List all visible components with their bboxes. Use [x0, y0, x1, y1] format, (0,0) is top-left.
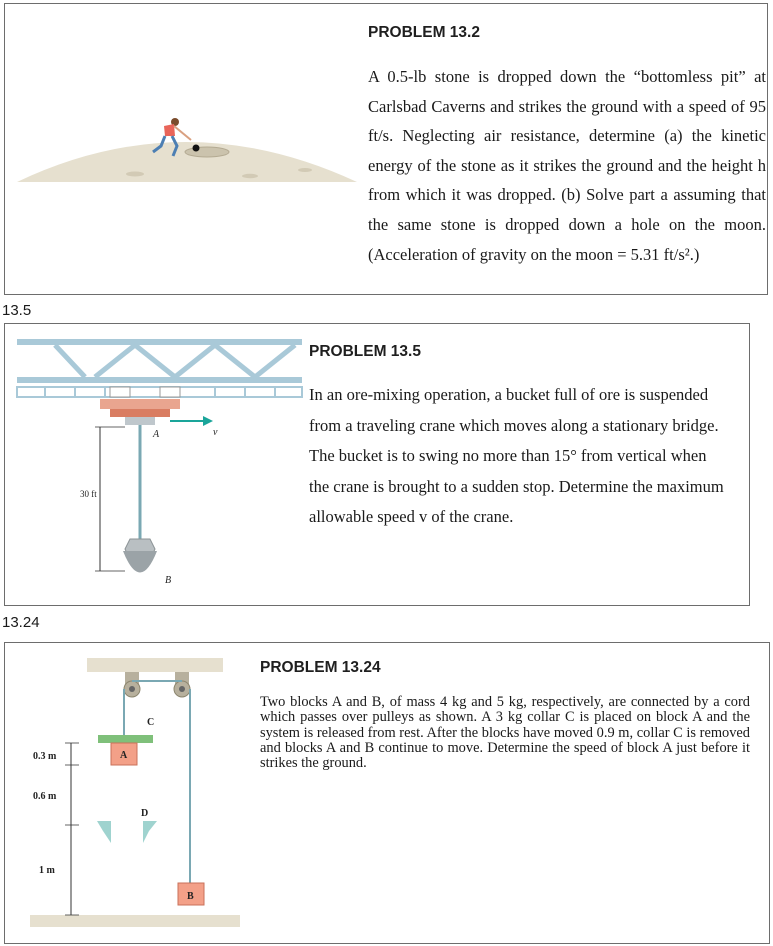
- problem-text: [260, 695, 750, 771]
- pulley-blocks-figure: [15, 653, 255, 943]
- ground-mound: [17, 142, 357, 182]
- crane-figure: [15, 339, 305, 604]
- problem-statement: A 0.5-lb stone is dropped down the “bottomless pit” at Carlsbad Caverns and strikes the ground with a speed of 95 ft/s. Neglecting air resistance, determine (a) the kinetic energy of the stone as it strikes the ground and the height h from which it was dropped. (b) Solve part a assuming that the same stone is dropped down a hole on the moon. (Acceleration of gravity on the moon = 5.31 ft/s².): [368, 67, 766, 264]
- problem-title: PROBLEM 13.5: [309, 343, 421, 360]
- crater-2: [242, 174, 258, 178]
- problem-text: [368, 62, 766, 269]
- problem-statement: Two blocks A and B, of mass 4 kg and 5 kg, respectively, are connected by a cord which passes over pulleys as shown. A 3 kg collar C is placed on block A and the system is released from rest. After the blocks have moved 0.9 m, collar C is removed and blocks A and B continue to move. Determine the speed of block A just before it strikes the ground.: [260, 694, 750, 772]
- truss-top-chord: [17, 339, 302, 345]
- ceiling: [87, 658, 223, 672]
- velocity-label: v: [213, 427, 218, 438]
- dimension-0-3m: 0.3 m: [33, 751, 57, 762]
- problem-text: [309, 380, 729, 533]
- block-a-label: A: [120, 750, 128, 761]
- truss-web: [55, 345, 295, 377]
- support-right: [143, 821, 157, 843]
- crater-3: [298, 168, 312, 172]
- length-dimension: 30 ft: [80, 489, 97, 499]
- problem-13-24-panel: [4, 642, 770, 944]
- collar-c-label: C: [147, 717, 155, 728]
- problem-title: PROBLEM 13.24: [260, 659, 381, 676]
- section-label-13-24: 13.24: [2, 614, 40, 631]
- trolley: [100, 399, 180, 409]
- support-left: [97, 821, 111, 843]
- problem-statement: In an ore-mixing operation, a bucket full of ore is suspended from a traveling crane which moves along a stationary bridge. The bucket is to swing no more than 15° from vertical when the crane is brought to a sudden stop. Determine the maximum allowable speed v of the crane.: [309, 385, 724, 527]
- stone: [193, 145, 200, 152]
- dimension-0-6m: 0.6 m: [33, 791, 57, 802]
- falling-stone-figure: [15, 94, 365, 204]
- point-d-label: D: [141, 808, 149, 819]
- problem-13-2-panel: [4, 3, 768, 295]
- collar-c: [98, 735, 153, 743]
- section-label-13-5: 13.5: [2, 302, 32, 319]
- ground: [30, 915, 240, 927]
- crater-1: [126, 172, 144, 177]
- block-b-label: B: [187, 891, 194, 902]
- problem-title: PROBLEM 13.2: [368, 24, 480, 41]
- pit-hole: [185, 147, 229, 157]
- problem-13-5-panel: [4, 323, 750, 606]
- cord: [124, 681, 190, 883]
- truss-bottom-chord: [17, 377, 302, 383]
- point-a-label: A: [153, 429, 160, 440]
- dimension-1m: 1 m: [39, 865, 55, 876]
- point-b-label: B: [165, 575, 172, 586]
